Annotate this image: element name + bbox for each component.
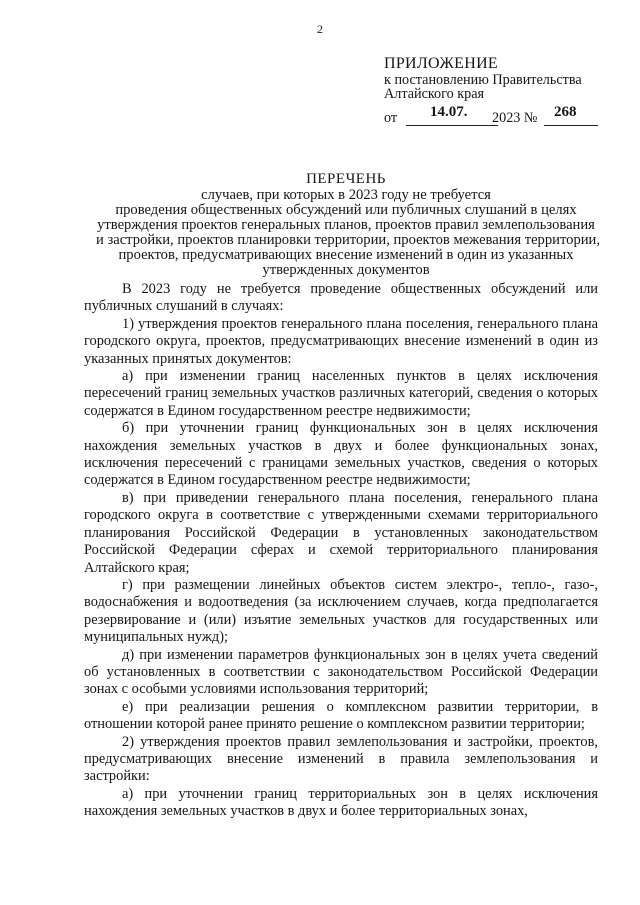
body-paragraph: а) при изменении границ населенных пунктов в целях исключения пересечений границ земельных участков различных категорий, сведения о которых содержатся в Едином государственном реестре недвижимости; [84, 368, 598, 419]
appendix-header [384, 55, 624, 127]
resolution-year: 2023 № [492, 110, 538, 126]
date-prefix: от [384, 110, 398, 126]
appendix-heading: ПРИЛОЖЕНИЕ [384, 55, 499, 72]
resolution-number: 268 [554, 104, 577, 120]
title-line: проведения общественных обсуждений или публичных слушаний в целях [115, 202, 577, 218]
resolution-date: 14.07. [430, 104, 468, 120]
page-number: 2 [317, 22, 323, 36]
number-underline [544, 125, 598, 126]
body-paragraph: 2) утверждения проектов правил землепользования и застройки, проектов, предусматривающих внесение изменений в правила землепользования и застройки: [84, 733, 598, 785]
appendix-line-1: к постановлению Правительства [384, 72, 582, 88]
body-paragraph: в) при приведении генерального плана поселения, генерального плана городского округа в соответствие с утвержденными схемами территориального планирования Российской Федерации в установленных законодательством Российской Федерации сферах и схемой территориального планирования Алтайского края; [84, 489, 598, 576]
date-underline [406, 125, 498, 126]
title-main: ПЕРЕЧЕНЬ [306, 171, 386, 187]
document-title [96, 171, 601, 278]
body-paragraph: г) при размещении линейных объектов систем электро-, тепло-, газо-, водоснабжения и водоотведения (за исключением случаев, когда предполагается резервирование и (или) изъятие земельных участков для государственных или муниципальных нужд); [84, 576, 598, 646]
body-paragraph: д) при изменении параметров функциональных зон в целях учета сведений об установленных в соответствии с законодательством Российской Федерации зонах с особыми условиями использования территорий; [84, 646, 598, 698]
body-paragraph: 1) утверждения проектов генерального плана поселения, генерального плана городского округа, проектов, предусматривающих внесение изменений в один из указанных принятых документов: [84, 315, 598, 367]
title-line: утверждения проектов генеральных планов, проектов правил землепользования [97, 217, 595, 233]
body-paragraph: е) при реализации решения о комплексном развитии территории, в отношении которой ранее принято решение о комплексном развитии территории; [84, 698, 598, 733]
body-paragraph: а) при уточнении границ территориальных зон в целях исключения нахождения земельных участков в двух и более территориальных зонах, [84, 785, 598, 820]
title-line: и застройки, проектов планировки территории, проектов межевания территории, [96, 232, 601, 248]
title-line: случаев, при которых в 2023 году не требуется [201, 187, 491, 203]
document-body [84, 281, 598, 821]
title-line: проектов, предусматривающих внесение изменений в один из указанных [118, 247, 574, 263]
body-paragraph: б) при уточнении границ функциональных зон в целях исключения нахождения земельных участков в двух и более функциональных зонах, исключения пересечений с границами земельных участков, сведения о которых содержатся в Едином государственном реестре недвижимости; [84, 420, 598, 489]
body-paragraph: В 2023 году не требуется проведение общественных обсуждений или публичных слушаний в случаях: [84, 281, 598, 315]
appendix-date-row [384, 105, 624, 127]
title-line: утвержденных документов [262, 262, 430, 278]
appendix-line-2: Алтайского края [384, 86, 485, 102]
